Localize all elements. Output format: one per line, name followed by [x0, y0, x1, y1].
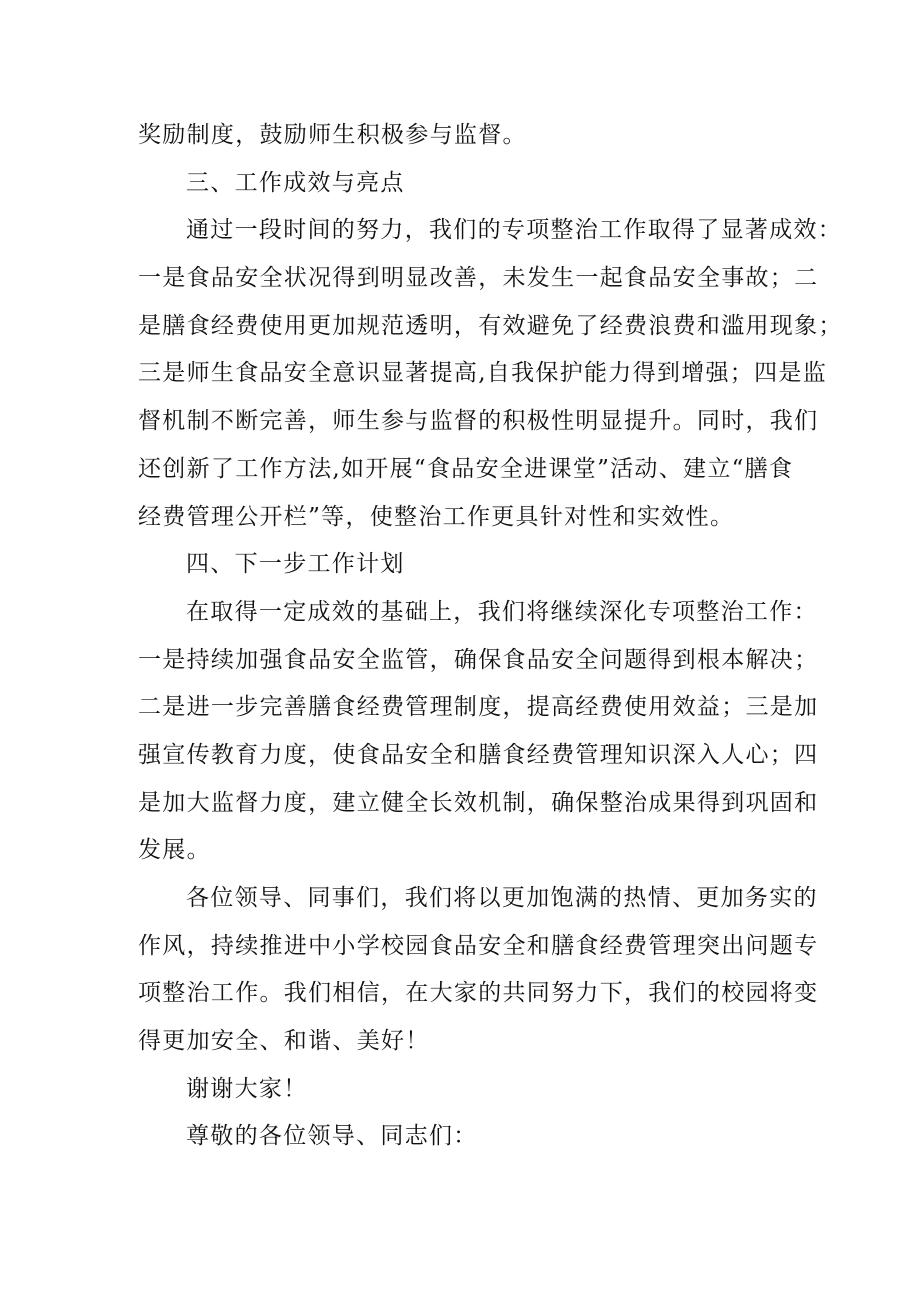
text-line: 在取得一定成效的基础上，我们将继续深化专项整治工作：	[186, 598, 818, 625]
text-line: 作风，持续推进中小学校园食品安全和膳食经费管理突出问题专	[138, 932, 819, 959]
text-line: 奖励制度，鼓励师生积极参与监督。	[138, 122, 527, 148]
text-line: 发展。	[138, 837, 211, 864]
text-line: 经费管理公开栏”等，使整治工作更具针对性和实效性。	[138, 503, 735, 530]
text-line: 项整治工作。我们相信，在大家的共同努力下，我们的校园将变	[138, 980, 819, 1007]
text-line: 强宣传教育力度，使食品安全和膳食经费管理知识深入人心；四	[138, 741, 819, 768]
salutation: 尊敬的各位领导、同志们：	[186, 1123, 478, 1150]
text-line: 还创新了工作方法,如开展“食品安全进课堂”活动、建立“膳食	[138, 455, 794, 482]
text-line: 得更加安全、和谐、美好！	[138, 1028, 430, 1055]
text-line: 一是持续加强食品安全监管，确保食品安全问题得到根本解决；	[138, 646, 819, 673]
text-line: 是膳食经费使用更加规范透明，有效避免了经费浪费和滥用现象；	[138, 312, 843, 339]
text-line: 通过一段时间的努力，我们的专项整治工作取得了显著成效：	[186, 217, 843, 244]
text-line: 一是食品安全状况得到明显改善，未发生一起食品安全事故；二	[138, 265, 819, 292]
text-line: 各位领导、同事们，我们将以更加饱满的热情、更加务实的	[186, 885, 818, 911]
section-heading-next-steps: 四、下一步工作计划	[186, 551, 405, 578]
text-line: 二是进一步完善膳食经费管理制度，提高经费使用效益；三是加	[138, 694, 819, 721]
closing-thanks: 谢谢大家！	[186, 1075, 308, 1102]
document-body	[138, 112, 843, 1161]
section-heading-results: 三、工作成效与亮点	[186, 169, 405, 196]
text-line: 三是师生食品安全意识显著提高,自我保护能力得到增强；四是监	[138, 360, 828, 387]
text-line: 督机制不断完善，师生参与监督的积极性明显提升。同时，我们	[138, 408, 819, 435]
text-line: 是加大监督力度，建立健全长效机制，确保整治成果得到巩固和	[138, 789, 819, 816]
